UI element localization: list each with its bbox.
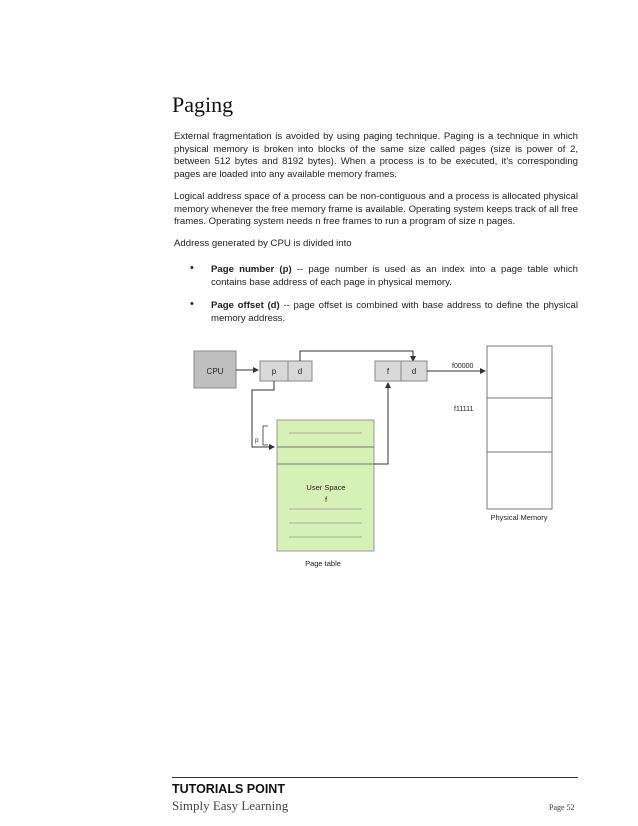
logical-p-label: p [271, 367, 277, 376]
cpu-label: CPU [206, 367, 224, 376]
footer-subtitle: Simply Easy Learning [172, 798, 289, 813]
physical-memory-box [487, 346, 552, 509]
footer-title: TUTORIALS POINT [172, 782, 285, 796]
paragraph-logical-address: Logical address space of a process can be non-contiguous and a process is allocated physical memory whenever the free memory frame is available. Operating system keeps track of all free frames. Operating system needs n free frames to run a program of size n pages. [174, 191, 578, 228]
arrow-offset-copy [300, 351, 413, 361]
footer-divider [172, 777, 578, 778]
page-number: Page 52 [549, 803, 575, 812]
user-space-label: User Space [306, 483, 346, 492]
p-index-brace [263, 426, 268, 445]
physical-f-label: f [386, 367, 390, 376]
page-title: Paging [172, 92, 234, 117]
bullet-description: -- page number is used as an index into a page table which contains base address of each page in physical memory. [211, 264, 578, 288]
frame-f-label: f [324, 495, 328, 504]
logical-d-label: d [297, 367, 303, 376]
bullet-description: -- page offset is combined with base address to define the physical memory address. [211, 300, 578, 324]
bullet-term: Page offset (d) [211, 300, 280, 311]
paragraph-address-intro: Address generated by CPU is divided into [174, 238, 352, 249]
page-table-label: Page table [305, 559, 341, 568]
address-f00000-label: f00000 [452, 363, 474, 370]
address-f11111-label: f11111 [454, 406, 474, 413]
bullet-dot: • [190, 298, 194, 310]
paragraph-fragmentation: External fragmentation is avoided by using paging technique. Paging is a technique in which physical memory is broken into blocks of the same size called pages (size is power of 2, between 512 bytes and 8192 bytes). When a process is to be executed, it's corresponding pages are loaded into any available memory frames. [174, 131, 578, 180]
arrow-page-table-to-f [374, 383, 388, 464]
bullet-dot: • [190, 262, 194, 274]
physical-d-label: d [411, 367, 417, 376]
bullet-term: Page number (p) [211, 264, 292, 275]
physical-memory-label: Physical Memory [490, 513, 548, 522]
p-marker-label: p [255, 437, 259, 444]
